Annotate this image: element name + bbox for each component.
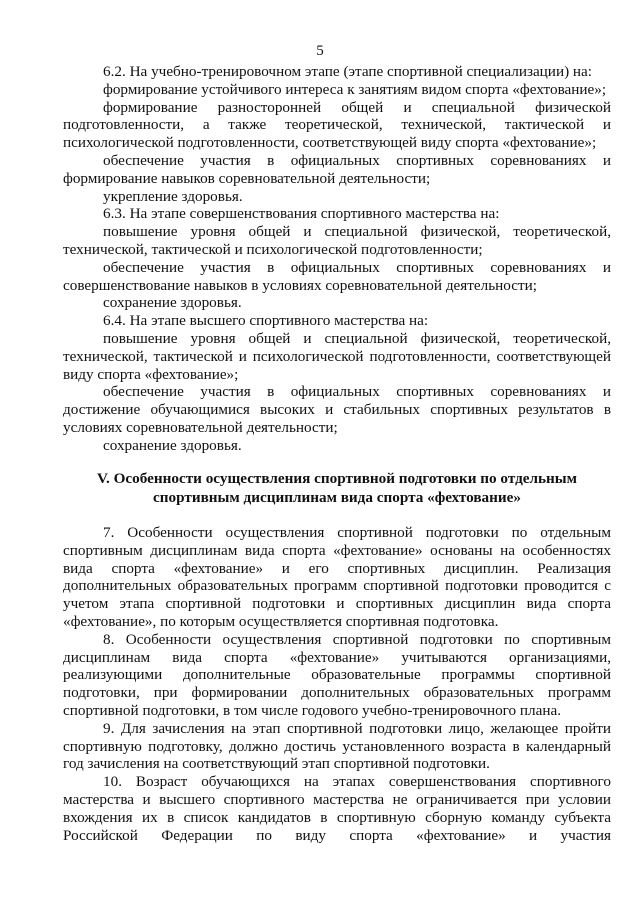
paragraph-6-3: 6.3. На этапе совершенствования спортивного мастерства на: bbox=[103, 205, 500, 223]
goal-item: формирование разносторонней общей и специальной физической подготовленности, а также теоретической, технической, тактической и психологической подготовленности, соответствующей виду спорта «фехтование»; bbox=[63, 98, 611, 152]
section-heading-line2: спортивным дисциплинам вида спорта «фехтование» bbox=[153, 489, 521, 506]
paragraph-8: 8. Особенности осуществления спортивной подготовки по спортивным дисциплинам вида спорта «фехтование» учитываются организациями, реализующими дополнительные образовательные программы спортивной подготовки, при формировании дополнительных образовательных программ спортивной подготовки, в том числе годового учебно-тренировочного плана. bbox=[63, 630, 611, 719]
paragraph-6-2: 6.2. На учебно-тренировочном этапе (этапе спортивной специализации) на: bbox=[103, 63, 593, 80]
paragraph-6-4: 6.4. На этапе высшего спортивного мастерства на: bbox=[103, 312, 429, 330]
goal-item: сохранение здоровья. bbox=[103, 436, 242, 454]
page-number: 5 bbox=[316, 43, 324, 59]
goal-item: обеспечение участия в официальных спортивных соревнованиях и формирование навыков соревновательной деятельности; bbox=[63, 151, 611, 187]
goal-item: формирование устойчивого интереса к занятиям видом спорта «фехтование»; bbox=[103, 80, 607, 98]
paragraph-7: 7. Особенности осуществления спортивной подготовки по отдельным спортивным дисциплинам вида спорта «фехтование» основаны на особенностях вида спорта «фехтование» и его спортивных дисциплин. Реализация дополнительных образовательных программ спортивной подготовки проводится с учетом этапа спортивной подготовки и спортивных дисциплин вида спорта «фехтование», по которым осуществляется спортивная подготовка. bbox=[63, 524, 611, 630]
paragraph-10: 10. Возраст обучающихся на этапах совершенствования спортивного мастерства и высшего спортивного мастерства не ограничивается при условии вхождения их в список кандидатов в спортивную сборную команду субъекта Российской Федерации по виду спорта «фехтование» и участия bbox=[63, 773, 611, 844]
goal-item: обеспечение участия в официальных спортивных соревнованиях и достижение обучающимися высоких и стабильных спортивных результатов в условиях соревновательной деятельности; bbox=[63, 383, 611, 436]
section-heading-line1: V. Особенности осуществления спортивной подготовки по отдельным bbox=[96, 470, 578, 487]
goal-item: повышение уровня общей и специальной физической, теоретической, технической, тактической и психологической подготовленности; bbox=[63, 223, 611, 258]
goal-item: повышение уровня общей и специальной физической, теоретической, технической, тактической и психологической подготовленности, соответствующей виду спорта «фехтование»; bbox=[63, 329, 611, 383]
goal-item: укрепление здоровья. bbox=[103, 187, 243, 205]
stage-goals-section bbox=[63, 63, 611, 455]
paragraph-9: 9. Для зачисления на этап спортивной подготовки лицо, желающее пройти спортивную подготовку, должно достичь установленного возраста в календарный год зачисления на соответствующий этап спортивной подготовки. bbox=[63, 719, 611, 773]
discipline-features-section bbox=[63, 524, 611, 844]
section-heading bbox=[63, 469, 611, 507]
goal-item: сохранение здоровья. bbox=[103, 294, 242, 312]
goal-item: обеспечение участия в официальных спортивных соревнованиях и совершенствование навыков в условиях соревновательной деятельности; bbox=[63, 258, 611, 294]
